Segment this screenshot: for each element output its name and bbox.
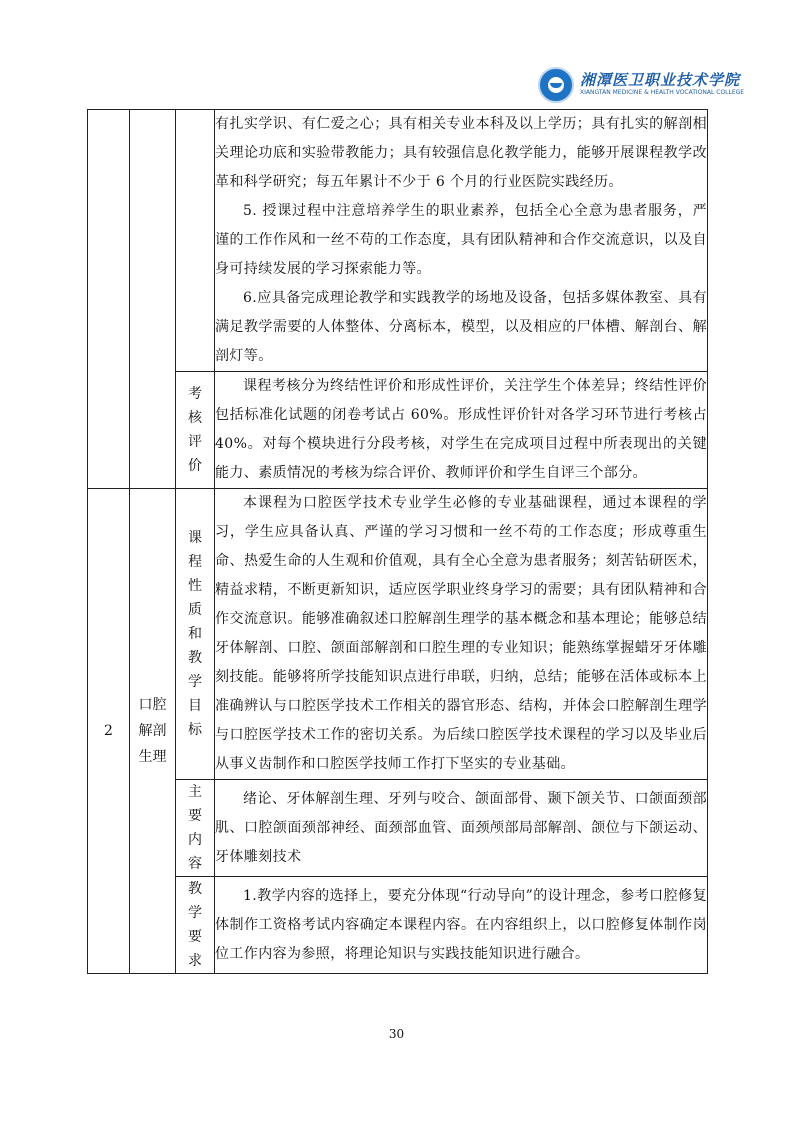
label-char: 教	[188, 881, 202, 897]
table-row	[88, 877, 708, 974]
content-paragraph: 课程考核分为终结性评价和形成性评价，关注学生个体差异；终结性评价包括标准化试题的闭卷考试占 60%。形成性评价针对各学习环节进行考核占 40%。对每个模块进行分段考核，对学生在完成项目过程中所表现出的关键能力、素质情况的考核为综合评价、教师评价和学生自评三个部分。	[215, 378, 707, 481]
label-char: 考	[188, 386, 202, 402]
section-content	[215, 372, 708, 489]
table-row	[88, 110, 708, 372]
course-name-line: 口腔	[138, 697, 167, 713]
label-char: 要	[188, 929, 202, 945]
section-content	[215, 877, 708, 974]
section-content	[215, 780, 708, 877]
table-row	[88, 372, 708, 489]
label-char: 主	[188, 784, 202, 800]
label-char: 容	[188, 856, 202, 872]
label-char: 内	[188, 832, 202, 848]
course-name-line: 解剖	[138, 723, 167, 739]
label-char: 评	[188, 434, 202, 450]
label-char: 课	[188, 530, 202, 546]
label-char: 要	[188, 808, 202, 824]
table-row	[88, 780, 708, 877]
college-name: 湘潭医卫职业技术学院	[580, 71, 741, 89]
label-char: 性	[188, 578, 202, 594]
label-char: 求	[188, 953, 202, 969]
label-char: 学	[188, 674, 202, 690]
content-paragraph: 绪论、牙体解剖生理、牙列与咬合、颌面部骨、颞下颌关节、口颌面颈部肌、口腔颌面颈部神经、面颈部血管、面颈颅部局部解剖、颌位与下颌运动、牙体雕刻技术	[215, 790, 707, 865]
row-number	[88, 110, 130, 489]
label-char: 教	[188, 650, 202, 666]
section-content	[215, 110, 708, 372]
page-number: 30	[388, 1027, 405, 1041]
course-name-line: 生理	[138, 749, 167, 765]
content-paragraph: 1.教学内容的选择上，要充分体现“行动导向”的设计理念，参考口腔修复体制作工资格考试内容确定本课程内容。在内容组织上，以口腔修复体制作岗位工作内容为参照，将理论知识与实践技能知识进行融合。	[215, 887, 707, 962]
label-char: 和	[188, 626, 202, 642]
label-char: 质	[188, 602, 202, 618]
row-number: 2	[88, 489, 130, 974]
label-char: 目	[188, 698, 202, 714]
course-name	[130, 489, 176, 974]
college-name-en: XIANGTAN MEDICINE & HEALTH VOCATIONAL COLLEGE	[580, 89, 745, 96]
content-paragraph: 6.应具备完成理论教学和实践教学的场地及设备，包括多媒体教室、具有满足教学需要的人体整体、分离标本，模型，以及相应的尸体槽、解剖台、解剖灯等。	[215, 290, 707, 364]
content-paragraph: 本课程为口腔医学技术专业学生必修的专业基础课程，通过本课程的学习，学生应具备认真、严谨的学习习惯和一丝不苟的工作态度；形成尊重生命、热爱生命的人生观和价值观，具有全心全意为患者服务；刻苦钻研医术，精益求精，不断更新知识，适应医学职业终身学习的需要；具有团队精神和合作交流意识。能够准确叙述口腔解剖生理学的基本概念和基本理论；能够总结牙体解剖、口腔、颌面部解剖和口腔生理的专业知识；能熟练掌握蜡牙牙体雕刻技能。能够将所学技能知识点进行串联，归纳，总结；能够在活体或标本上准确辨认与口腔医学技术工作相关的器官形态、结构，并体会口腔解剖生理学与口腔医学技术工作的密切关系。为后续口腔医学技术课程的学习以及毕业后从事义齿制作和口腔医学技师工作打下坚实的专业基础。	[215, 495, 707, 772]
label-char: 学	[188, 905, 202, 921]
label-char: 程	[188, 554, 202, 570]
label-char: 价	[188, 458, 202, 474]
label-char: 标	[188, 722, 202, 738]
section-content	[215, 489, 708, 780]
college-emblem-icon	[538, 67, 574, 103]
section-label	[176, 780, 215, 877]
label-char: 核	[188, 410, 202, 426]
content-paragraph: 有扎实学识、有仁爱之心；具有相关专业本科及以上学历；具有扎实的解剖相关理论功底和实验带教能力；具有较强信息化教学能力，能够开展课程教学改革和科学研究；每五年累计不少于 6 个月的行业医院实践经历。	[215, 116, 707, 190]
section-label	[176, 489, 215, 780]
section-label	[176, 877, 215, 974]
content-paragraph: 5. 授课过程中注意培养学生的职业素养，包括全心全意为患者服务，严谨的工作作风和一丝不苟的工作态度，具有团队精神和合作交流意识，以及自身可持续发展的学习探索能力等。	[215, 203, 707, 277]
table-row	[88, 489, 708, 780]
college-logo	[538, 67, 745, 107]
curriculum-table	[87, 109, 708, 974]
section-label	[176, 110, 215, 372]
section-label	[176, 372, 215, 489]
course-name	[130, 110, 176, 489]
